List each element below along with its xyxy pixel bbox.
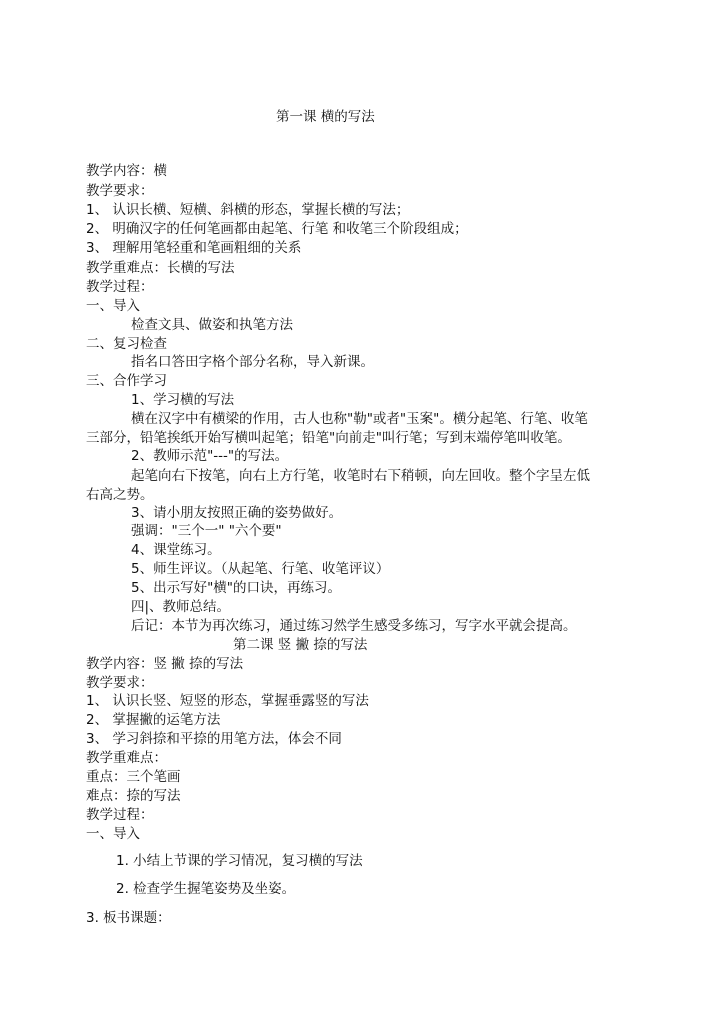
lesson1-paragraph-2-line-2: 右高之势。: [86, 487, 154, 503]
lesson2-item-3: 3. 板书课题：: [86, 910, 171, 926]
lesson1-step-4: 4、课堂练习。: [131, 542, 221, 558]
lesson1-section-review: 二、复习检查: [86, 336, 167, 352]
lesson1-step-5a: 5、师生评议。（从起笔、行笔、收笔评议）: [131, 561, 390, 577]
lesson1-paragraph-1-line-2: 三部分，铅笔挨纸开始写横叫起笔；铅笔"向前走"叫行笔；写到末端停笔叫收笔。: [86, 430, 571, 446]
lesson1-step-6: 四|、教师总结。: [131, 599, 231, 615]
lesson2-difficult-point: 难点：捺的写法: [86, 788, 181, 804]
lesson2-requirement-3: 3、 学习斜捺和平捺的用笔方法，体会不同: [86, 731, 342, 747]
lesson2-key-point: 重点：三个笔画: [86, 769, 181, 785]
lesson1-step-2: 2、教师示范"---"的写法。: [131, 448, 289, 464]
lesson2-title: 第二课 竖 撇 捺的写法: [233, 637, 368, 653]
lesson2-item-2: 2. 检查学生握笔姿势及坐姿。: [116, 881, 296, 897]
lesson1-requirement-1: 1、 认识长横、短横、斜横的形态，掌握长横的写法；: [86, 202, 410, 218]
lesson1-paragraph-2-line-1: 起笔向右下按笔，向右上方行笔，收笔时右下稍顿，向左回收。整个字呈左低: [131, 468, 590, 484]
lesson1-section-intro: 一、导入: [86, 298, 140, 314]
lesson2-requirements-label: 教学要求：: [86, 675, 154, 691]
lesson2-item-1: 1. 小结上节课的学习情况，复习横的写法: [116, 853, 363, 869]
lesson1-requirement-2: 2、 明确汉字的任何笔画都由起笔、行笔 和收笔三个阶段组成；: [86, 221, 468, 237]
lesson1-step-1: 1、学习横的写法: [131, 392, 235, 408]
lesson1-postscript: 后记：本节为再次练习，通过练习然学生感受多练习，写字水平就会提高。: [131, 618, 577, 634]
lesson1-content: 教学内容：横: [86, 163, 167, 179]
lesson1-requirements-label: 教学要求：: [86, 183, 154, 199]
lesson1-emphasis: 强调："三个一" "六个要": [131, 523, 282, 539]
lesson1-requirement-3: 3、 理解用笔轻重和笔画粗细的关系: [86, 240, 302, 256]
lesson2-intro: 一、导入: [86, 826, 140, 842]
lesson1-section-review-text: 指名口答田字格个部分名称，导入新课。: [131, 354, 374, 370]
lesson2-requirement-1: 1、 认识长竖、短竖的形态，掌握垂露竖的写法: [86, 693, 369, 709]
lesson1-section-cooperate: 三、合作学习: [86, 373, 167, 389]
lesson1-section-intro-text: 检查文具、做姿和执笔方法: [131, 317, 293, 333]
lesson2-process-label: 教学过程：: [86, 807, 154, 823]
lesson1-title: 第一课 横的写法: [276, 109, 375, 125]
lesson1-key-points: 教学重难点：长横的写法: [86, 260, 235, 276]
lesson2-key-label: 教学重难点：: [86, 750, 167, 766]
lesson2-requirement-2: 2、 掌握撇的运笔方法: [86, 712, 221, 728]
lesson2-content: 教学内容：竖 撇 捺的写法: [86, 656, 244, 672]
lesson1-paragraph-1-line-1: 横在汉字中有横梁的作用，古人也称"勒"或者"玉案"。横分起笔、行笔、收笔: [131, 411, 588, 427]
lesson1-step-5b: 5、出示写好"横"的口诀，再练习。: [131, 580, 342, 596]
lesson1-step-3: 3、请小朋友按照正确的姿势做好。: [131, 505, 343, 521]
lesson1-process-label: 教学过程：: [86, 279, 154, 295]
